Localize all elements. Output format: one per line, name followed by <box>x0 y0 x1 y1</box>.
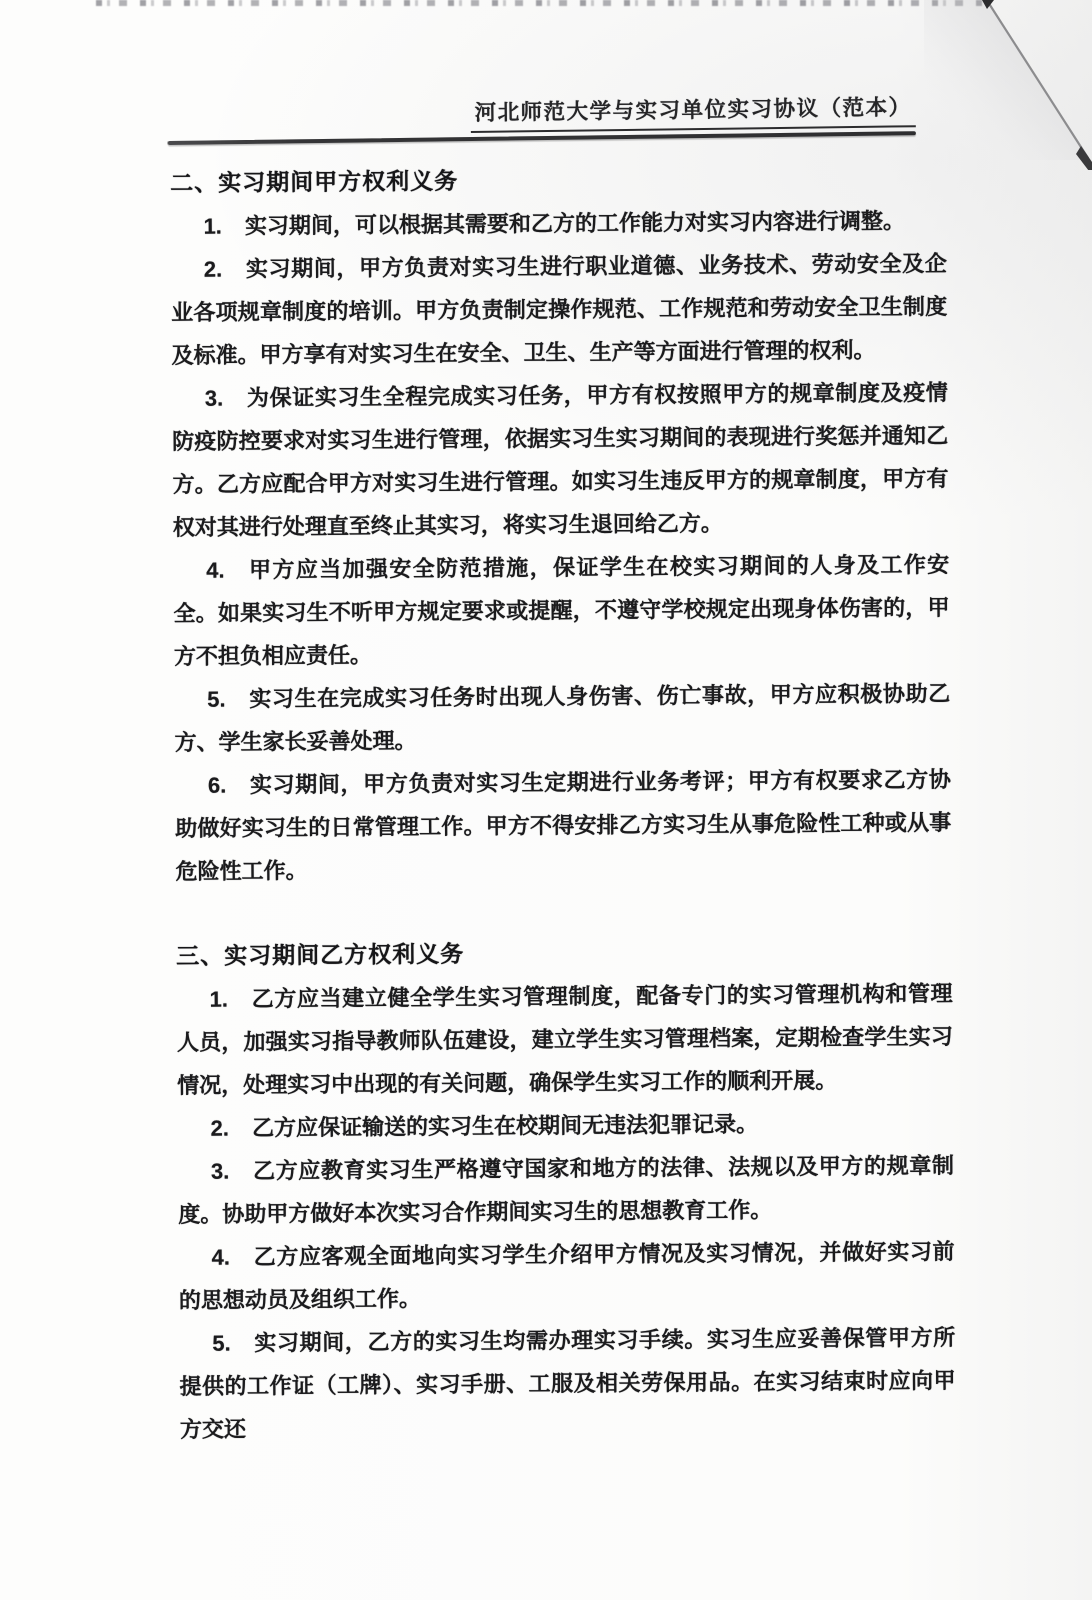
clause-text: 实习期间，可以根据其需要和乙方的工作能力对实习内容进行调整。 <box>244 208 906 239</box>
clause-number: 2. <box>210 1115 230 1141</box>
agreement-section <box>170 156 952 893</box>
clause-number: 6. <box>207 772 227 798</box>
section-title: 三、实习期间乙方权利义务 <box>176 940 465 969</box>
clause-paragraph <box>173 543 950 678</box>
clause-number: 1. <box>209 986 229 1012</box>
clause-paragraph <box>170 199 946 248</box>
section-title: 二、实习期间甲方权利义务 <box>170 167 459 196</box>
clause-paragraph <box>178 1230 955 1322</box>
clause-paragraph <box>177 1101 953 1150</box>
clause-number: 2. <box>203 256 223 282</box>
clause-text: 乙方应客观全面地向实习学生介绍甲方情况及实习情况，并做好实习前的思想动员及组织工作。 <box>178 1238 955 1313</box>
clause-paragraph <box>175 758 952 893</box>
clause-paragraph <box>178 1144 955 1236</box>
agreement-section <box>176 929 956 1451</box>
clause-text: 乙方应保证输送的实习生在校期间无违法犯罪记录。 <box>251 1111 759 1141</box>
header-rule-line <box>168 131 916 144</box>
document-body <box>170 156 956 1451</box>
clause-paragraph <box>171 242 948 377</box>
clause-paragraph <box>174 672 951 764</box>
clause-text: 实习期间，甲方负责对实习生进行职业道德、业务技术、劳动安全及企业各项规章制度的培训。甲方负责制定操作规范、工作规范和劳动安全卫生制度及标准。甲方享有对实习生在安全、卫生、生产等方面进行管理的权利。 <box>171 250 948 368</box>
clause-text: 实习生在完成实习任务时出现人身伤害、伤亡事故，甲方应积极协助乙方、学生家长妥善处理。 <box>174 680 951 755</box>
document-header <box>167 90 916 144</box>
clause-text: 为保证实习生全程完成实习任务，甲方有权按照甲方的规章制度及疫情防疫防控要求对实习生进行管理，依据实习生实习期间的表现进行奖惩并通知乙方。乙方应配合甲方对实习生进行管理。如实习生违反甲方的规章制度，甲方有权对其进行处理直至终止其实习，将实习生退回给乙方。 <box>172 379 949 540</box>
clause-text: 实习期间，乙方的实习生均需办理实习手续。实习生应妥善保管甲方所提供的工作证（工牌）、实习手册、工服及相关劳保用品。在实习结束时应向甲方交还 <box>179 1324 956 1442</box>
clause-paragraph <box>172 371 949 549</box>
clause-text: 乙方应当建立健全学生实习管理制度，配备专门的实习管理机构和管理人员，加强实习指导教师队伍建设，建立学生实习管理档案，定期检查学生实习情况，处理实习中出现的有关问题，确保学生实习工作的顺利开展。 <box>176 980 953 1098</box>
clause-paragraph <box>179 1316 956 1451</box>
clause-number: 4. <box>206 557 225 583</box>
clause-number: 4. <box>211 1244 231 1270</box>
page-corner-fold <box>924 0 1092 170</box>
clause-text: 乙方应教育实习生严格遵守国家和地方的法律、法规以及甲方的规章制度。协助甲方做好本次实习合作期间实习生的思想教育工作。 <box>178 1152 955 1227</box>
clause-paragraph <box>176 972 953 1107</box>
scan-edge-artifact <box>96 0 996 6</box>
document-header-title: 河北师范大学与实习单位实习协议（范本） <box>470 90 915 133</box>
clause-number: 5. <box>207 686 226 712</box>
clause-number: 3. <box>210 1158 230 1184</box>
clause-text: 甲方应当加强安全防范措施，保证学生在校实习期间的人身及工作安全。如果实习生不听甲方规定要求或提醒，不遵守学校规定出现身体伤害的，甲方不担负相应责任。 <box>173 551 950 669</box>
clause-number: 5. <box>212 1330 231 1356</box>
clause-number: 3. <box>204 385 224 411</box>
clause-text: 实习期间，甲方负责对实习生定期进行业务考评；甲方有权要求乙方协助做好实习生的日常管理工作。甲方不得安排乙方实习生从事危险性工种或从事危险性工作。 <box>175 766 952 884</box>
clause-number: 1. <box>203 213 222 239</box>
